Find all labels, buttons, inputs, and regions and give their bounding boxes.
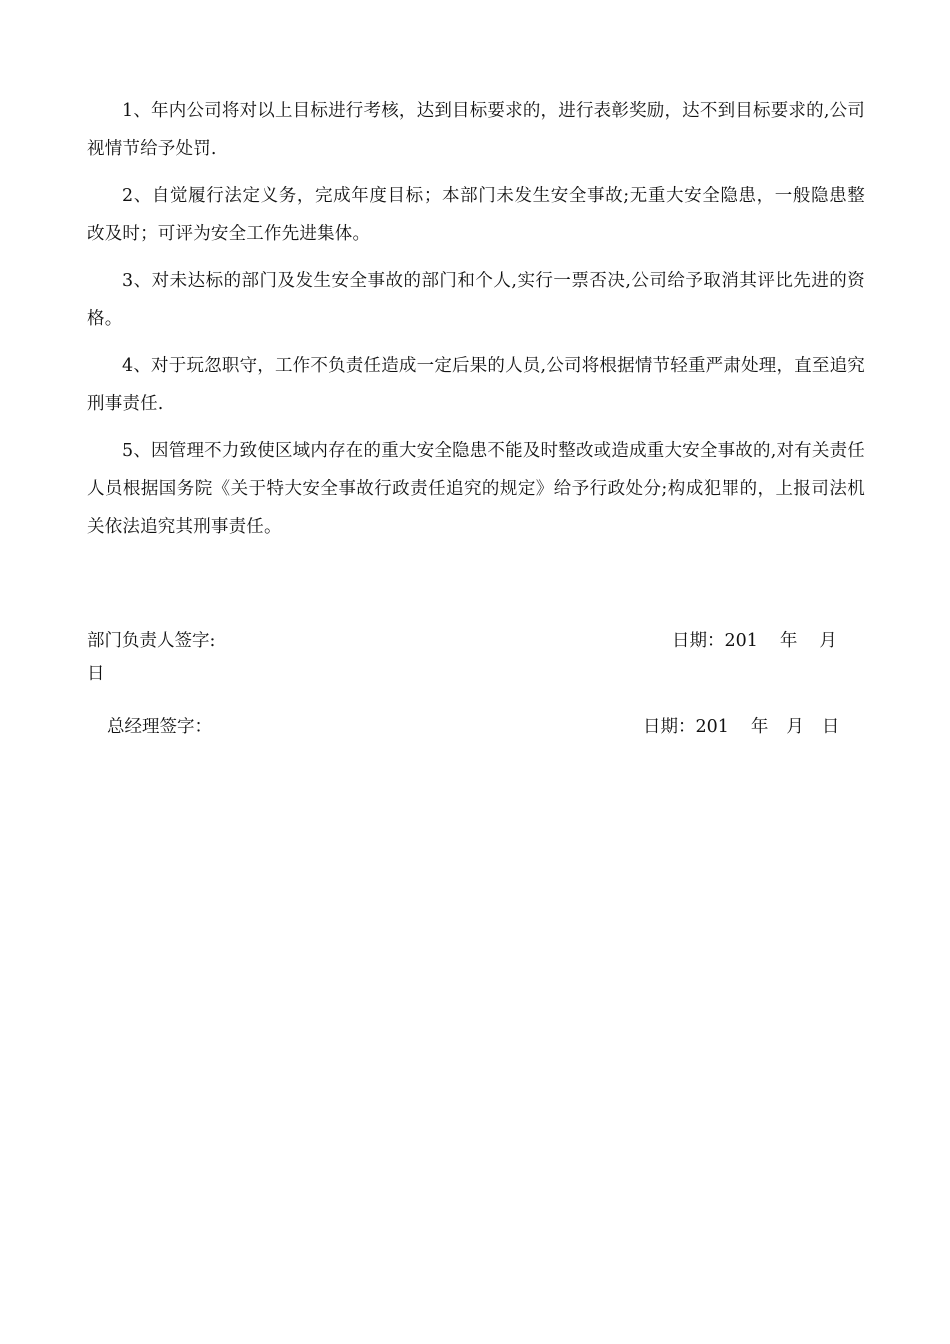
general-manager-date-day: 日 — [821, 717, 840, 737]
general-manager-date-month: 月 — [786, 717, 804, 737]
department-date — [672, 622, 837, 660]
general-manager-signature-label: 总经理签字： — [107, 717, 212, 737]
department-date-day: 日 — [87, 664, 105, 684]
paragraph-2: 2、自觉履行法定义务，完成年度目标；本部门未发生安全事故;无重大安全隐患，一般隐患整改及时；可评为安全工作先进集体。 — [87, 186, 865, 244]
department-date-month: 月 — [819, 631, 837, 651]
paragraph-4: 4、对于玩忽职守，工作不负责任造成一定后果的人员,公司将根据情节轻重严肃处理，直至追究刑事责任. — [87, 356, 865, 414]
general-manager-date-prefix: 日期：201 — [643, 717, 729, 737]
paragraph-3: 3、对未达标的部门及发生安全事故的部门和个人,实行一票否决,公司给予取消其评比先进的资格。 — [87, 271, 865, 329]
document-body — [87, 92, 865, 555]
department-date-prefix: 日期：201 — [672, 631, 758, 651]
general-manager-date-year: 年 — [750, 717, 769, 737]
department-date-year: 年 — [779, 631, 798, 651]
general-manager-date — [643, 708, 839, 746]
paragraph-5: 5、因管理不力致使区域内存在的重大安全隐患不能及时整改或造成重大安全事故的,对有关责任人员根据国务院《关于特大安全事故行政责任追究的规定》给予行政处分;构成犯罪的，上报司法机关依法追究其刑事责任。 — [87, 441, 865, 537]
department-signature-label: 部门负责人签字: — [87, 631, 216, 651]
paragraph-1: 1、年内公司将对以上目标进行考核，达到目标要求的，进行表彰奖励，达不到目标要求的,公司视情节给予处罚. — [87, 101, 865, 159]
